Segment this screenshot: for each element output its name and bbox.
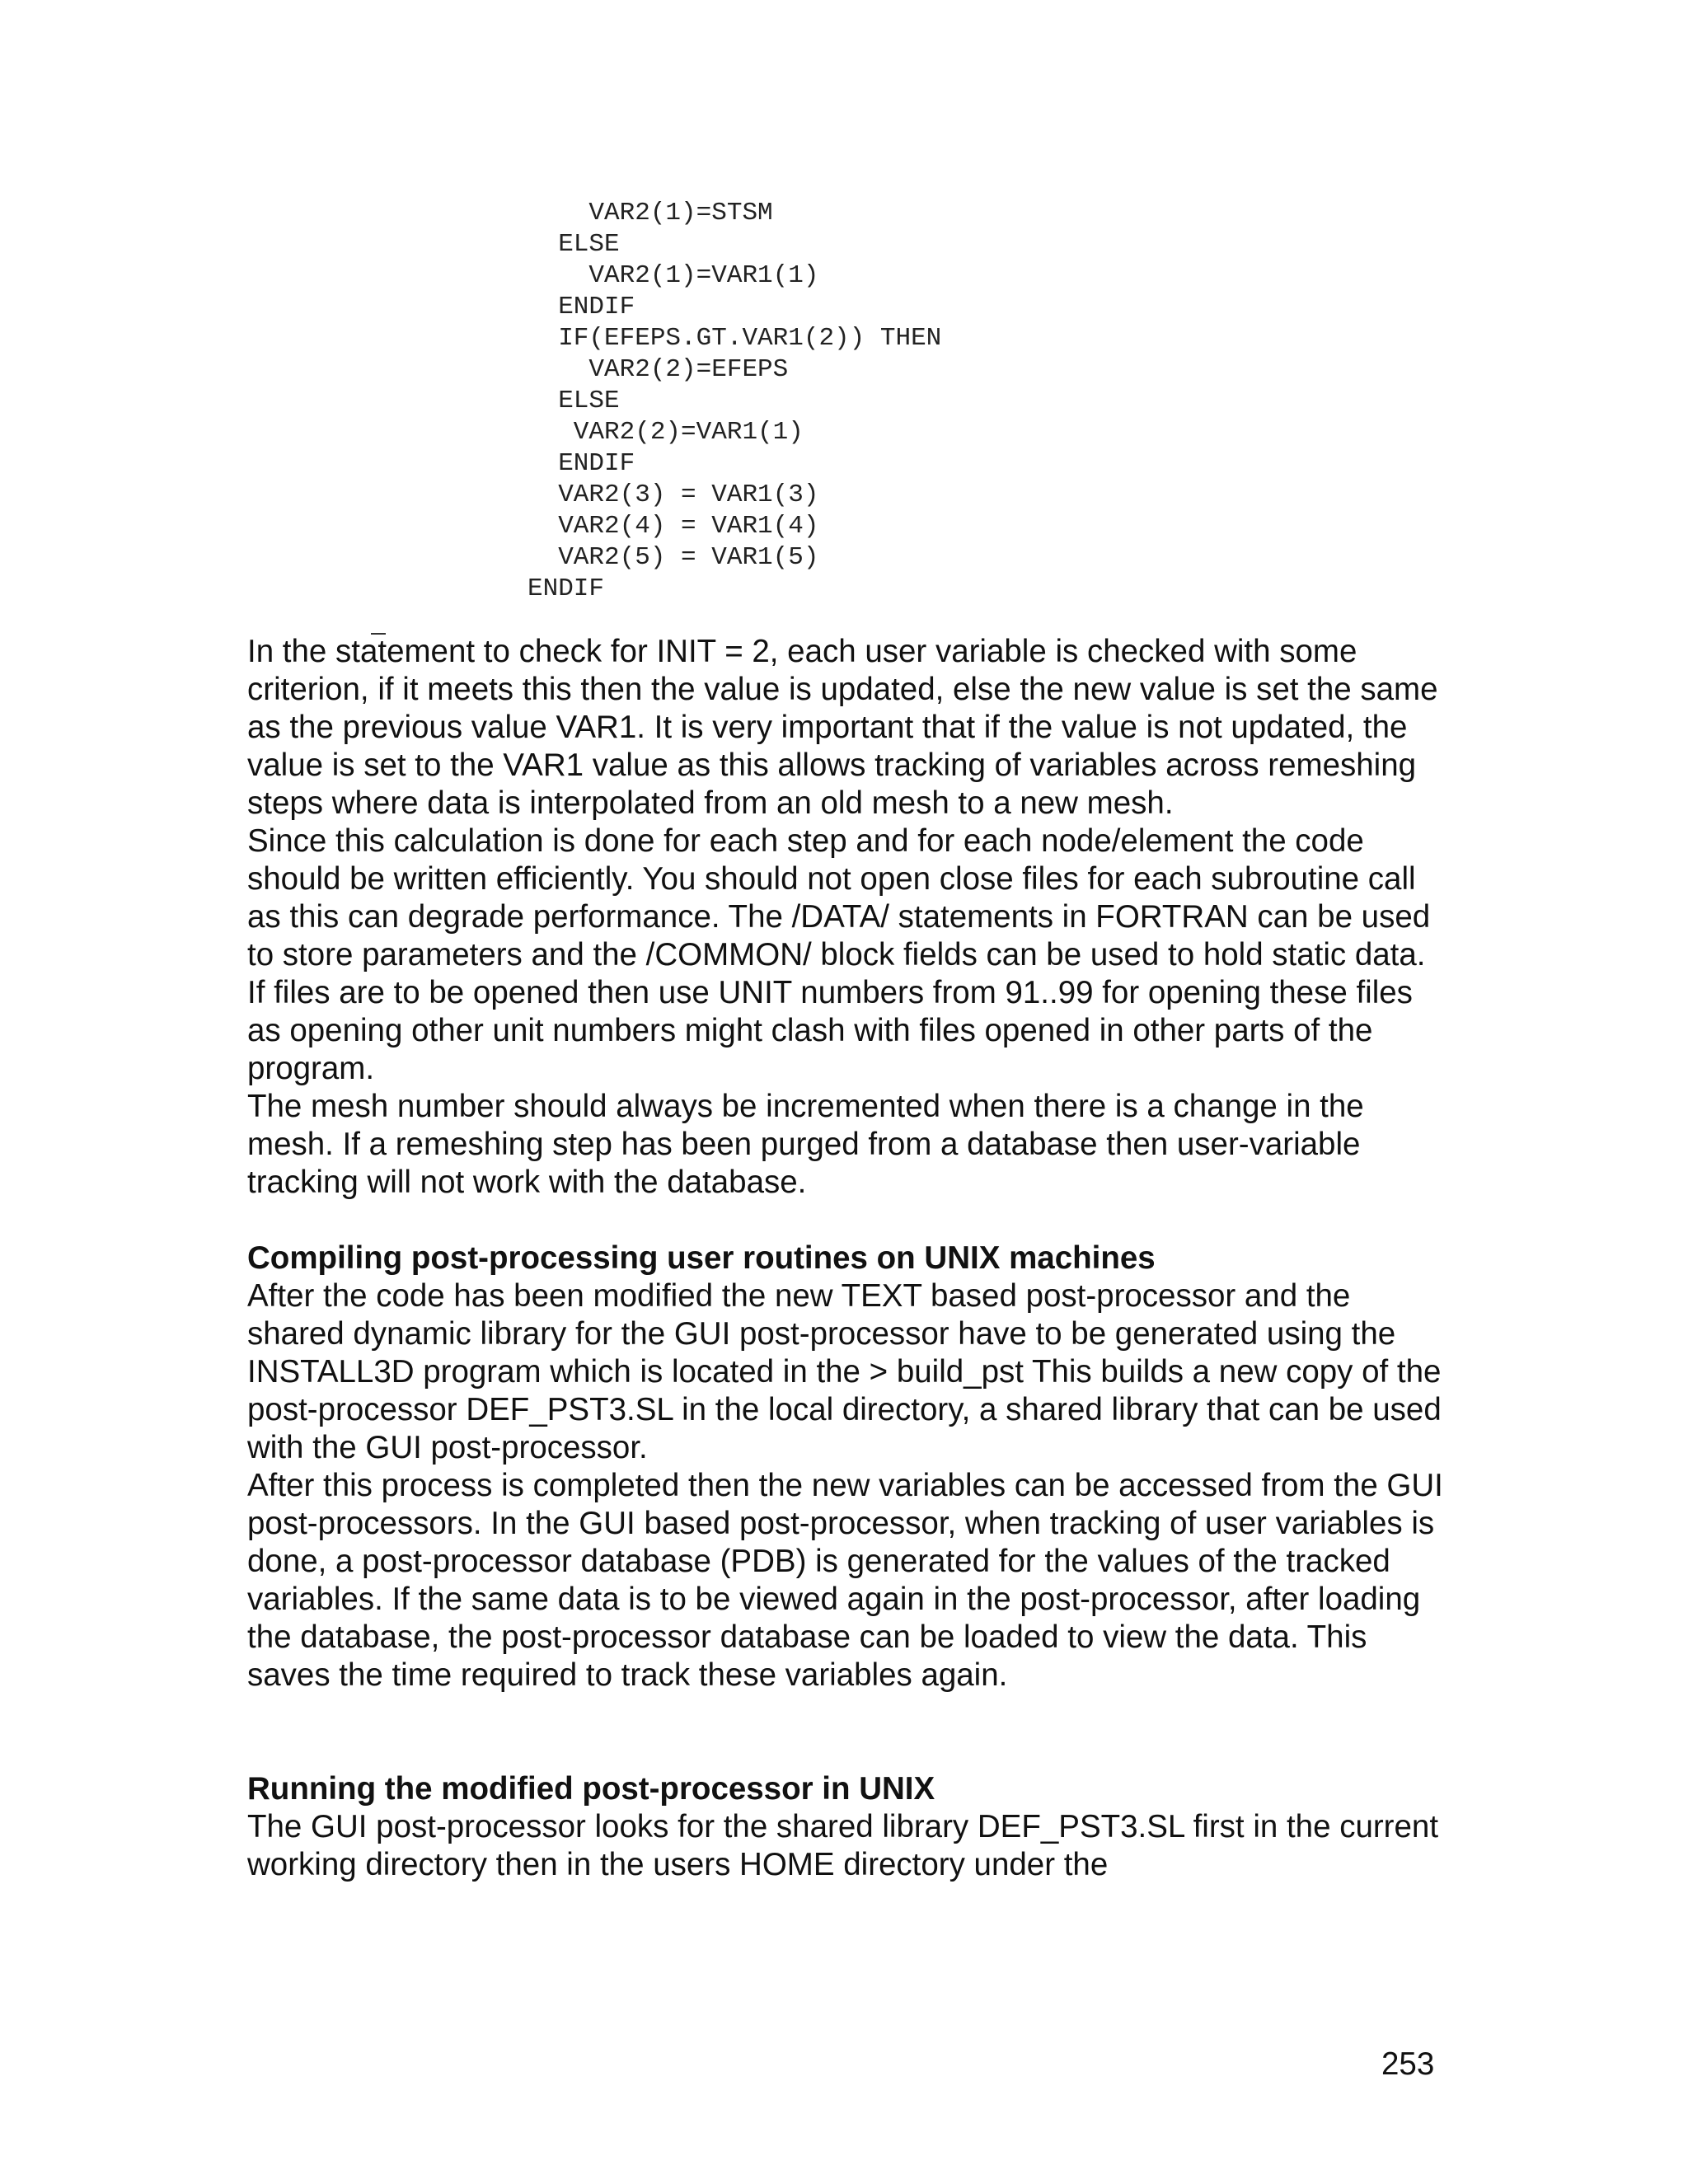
paragraph-efficiency: Since this calculation is done for each step and for each node/element the code should be written efficiently. You should not open close files for each subroutine call as this can degrade performance. The /DATA/ statements in FORTRAN can be used to store parameters and the /COMMON/ block fields can be used to hold static data. If files are to be opened then use UNIT numbers from 91..99 for opening these files as opening other unit numbers might clash with files opened in other parts of the program.	[247, 823, 1431, 1086]
code-line: VAR2(4) = VAR1(4)	[528, 512, 819, 541]
paragraph-init-check: In the statement to check for INIT = 2, each user variable is checked with some criterion, if it meets this then the value is updated, else the new value is set the same as the previous value VAR1. It is very important that if the value is not updated, the value is set to the VAR1 value as this allows tracking of variables across remeshing steps where data is interpolated from an old mesh to a new mesh.	[247, 634, 1438, 821]
body-text	[247, 633, 1451, 1884]
heading-compiling: Compiling post-processing user routines on UNIX machines	[247, 1240, 1156, 1276]
code-line: VAR2(5) = VAR1(5)	[528, 543, 819, 572]
paragraph-shared-library: The GUI post-processor looks for the shared library DEF_PST3.SL first in the current working directory then in the users HOME directory under the	[247, 1809, 1439, 1882]
spacer	[247, 1694, 1451, 1770]
code-line: VAR2(2)=EFEPS	[528, 355, 789, 384]
code-line: ENDIF	[528, 574, 605, 603]
spacer	[247, 1202, 1451, 1240]
code-line: VAR2(2)=VAR1(1)	[528, 418, 804, 447]
code-listing	[528, 198, 941, 605]
code-line: VAR2(1)=STSM	[528, 199, 773, 227]
code-line: VAR2(3) = VAR1(3)	[528, 480, 819, 509]
code-line: IF(EFEPS.GT.VAR1(2)) THEN	[528, 324, 942, 353]
code-line: ENDIF	[528, 293, 635, 321]
heading-running: Running the modified post-processor in UNIX	[247, 1771, 935, 1807]
paragraph-install3d: After the code has been modified the new TEXT based post-processor and the shared dynamic library for the GUI post-processor have to be generated using the INSTALL3D program which is located in the > build_pst This builds a new copy of the post-processor DEF_PST3.SL in the local directory, a shared library that can be used with the GUI post-processor.	[247, 1278, 1442, 1465]
page-number: 253	[1381, 2046, 1435, 2082]
paragraph-pdb: After this process is completed then the new variables can be accessed from the GUI post-processors. In the GUI based post-processor, when tracking of user variables is done, a post-processor database (PDB) is generated for the values of the tracked variables. If the same data is to be viewed again in the post-processor, after loading the database, the post-processor database can be loaded to view the data. This saves the time required to track these variables again.	[247, 1468, 1443, 1693]
code-line: ELSE	[528, 387, 620, 415]
paragraph-mesh-number: The mesh number should always be incremented when there is a change in the mesh. If a remeshing step has been purged from a database then user-variable tracking will not work with the database.	[247, 1089, 1364, 1200]
code-line: VAR2(1)=VAR1(1)	[528, 261, 819, 290]
code-line: ELSE	[528, 230, 620, 259]
code-line: ENDIF	[528, 449, 635, 478]
